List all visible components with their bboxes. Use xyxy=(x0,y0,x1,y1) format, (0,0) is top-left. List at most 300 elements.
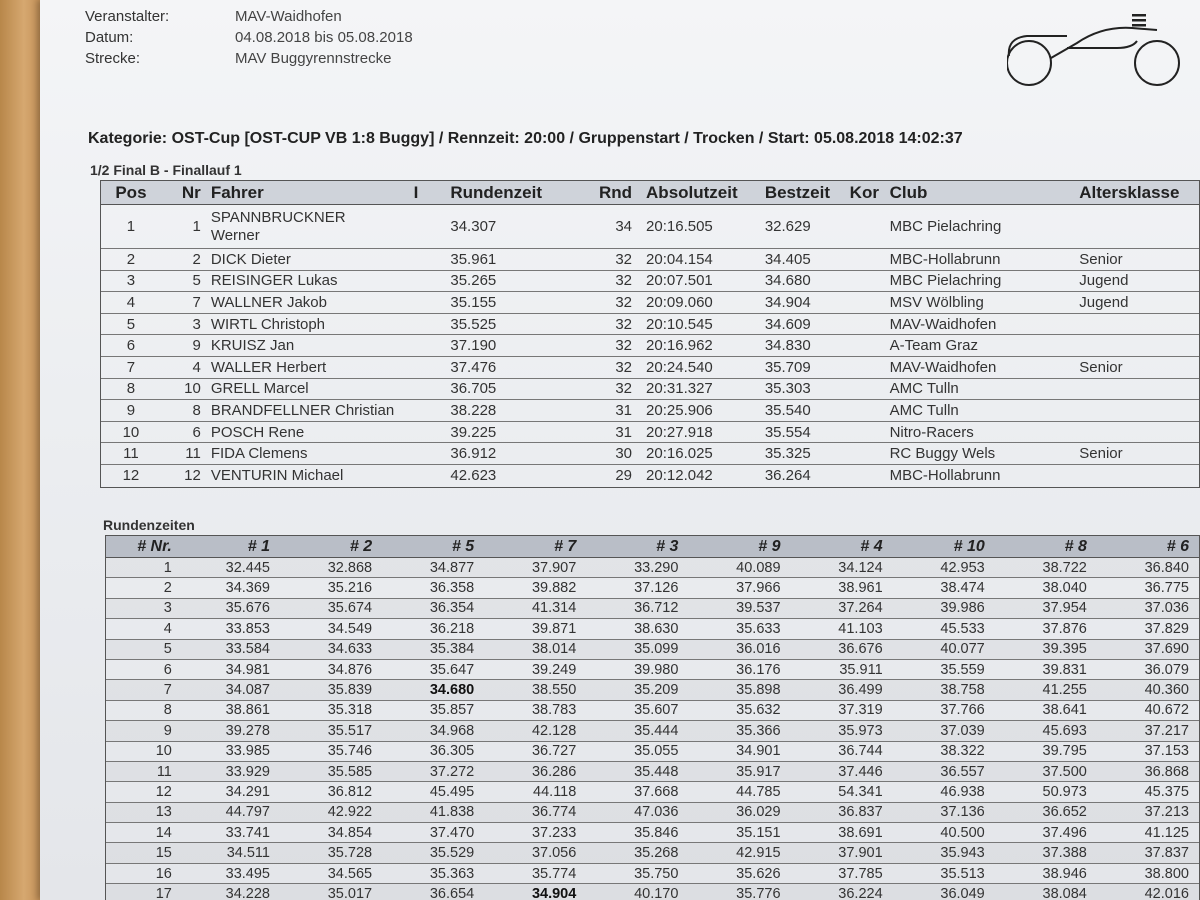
avg-lap-time: 35.155 xyxy=(450,293,497,311)
avg-lap-time: 36.912 xyxy=(450,445,497,463)
lap-time: 36.727 xyxy=(531,743,577,760)
lap-time: 33.853 xyxy=(225,620,270,637)
lap-time: 37.233 xyxy=(531,824,577,841)
car-number: 7 xyxy=(192,293,201,311)
lap-number: 6 xyxy=(163,661,172,678)
lap-number: 9 xyxy=(163,722,172,739)
lap-count: 34 xyxy=(615,218,633,235)
best-time: 34.680 xyxy=(764,272,811,290)
lap-time: 38.861 xyxy=(225,702,270,719)
lap-time: 35.529 xyxy=(429,845,475,862)
lap-time: 35.633 xyxy=(736,620,781,637)
buggy-logo-icon xyxy=(1007,8,1192,90)
driver-name-line2: Werner xyxy=(210,226,260,244)
lap-count: 31 xyxy=(615,423,633,441)
lap-row xyxy=(106,619,1199,639)
age-class: Jugend xyxy=(1079,293,1129,311)
lap-number: 10 xyxy=(155,743,172,760)
club: A-Team Graz xyxy=(889,337,978,355)
lap-time: 36.354 xyxy=(429,600,475,617)
best-time: 35.540 xyxy=(764,401,811,419)
result-row xyxy=(101,443,1199,465)
driver-name: WIRTL Christoph xyxy=(210,315,326,333)
avg-lap-time: 34.307 xyxy=(450,218,497,235)
lap-time: 45.495 xyxy=(429,783,475,800)
heat-title: 1/2 Final B - Finallauf 1 xyxy=(90,162,242,178)
lap-times-body xyxy=(106,558,1199,900)
lap-time: 34.369 xyxy=(225,580,270,597)
lap-time: 35.363 xyxy=(429,865,475,882)
lap-time: 38.961 xyxy=(838,580,883,597)
lap-time: 42.922 xyxy=(327,804,373,821)
club: MBC-Hollabrunn xyxy=(889,467,1001,485)
lap-time: 36.654 xyxy=(429,885,475,900)
lap-header-driver: # 6 xyxy=(1166,537,1189,555)
club: Nitro-Racers xyxy=(889,423,974,441)
lap-time: 38.474 xyxy=(940,580,985,597)
result-row xyxy=(101,292,1199,314)
total-time: 20:16.505 xyxy=(646,218,713,235)
lap-count: 32 xyxy=(615,337,633,355)
results-header xyxy=(101,181,1199,205)
club: RC Buggy Wels xyxy=(889,445,996,463)
lap-time: 42.915 xyxy=(736,845,781,862)
lap-time: 38.800 xyxy=(1144,865,1189,882)
lap-time: 39.831 xyxy=(1042,661,1087,678)
lap-header-driver: # 9 xyxy=(758,537,781,555)
age-class: Senior xyxy=(1079,250,1123,268)
avg-lap-time: 35.525 xyxy=(450,315,497,333)
lap-time: 37.668 xyxy=(634,783,679,800)
lap-row xyxy=(106,660,1199,680)
lap-time: 34.968 xyxy=(429,722,475,739)
avg-lap-time: 42.623 xyxy=(450,467,497,485)
lap-time: 36.840 xyxy=(1144,559,1189,576)
event-meta xyxy=(85,6,413,69)
result-row xyxy=(101,314,1199,336)
lap-time: 35.448 xyxy=(634,763,679,780)
best-time: 34.830 xyxy=(764,337,811,355)
lap-time: 36.774 xyxy=(531,804,577,821)
lap-header-driver: # 2 xyxy=(349,537,373,555)
lap-time: 34.511 xyxy=(226,845,270,862)
lap-time: 35.607 xyxy=(634,702,679,719)
lap-number: 7 xyxy=(163,682,172,699)
lap-time: 35.209 xyxy=(634,682,679,699)
position: 12 xyxy=(122,467,140,485)
lap-time: 35.846 xyxy=(634,824,679,841)
header-pos: Pos xyxy=(115,182,147,202)
lap-header-number: # Nr. xyxy=(137,537,172,555)
lap-time: 37.785 xyxy=(838,865,883,882)
avg-lap-time: 38.228 xyxy=(450,401,497,419)
lap-row xyxy=(106,640,1199,660)
lap-time: 37.136 xyxy=(940,804,985,821)
results-table xyxy=(100,180,1200,488)
meta-value: 04.08.2018 bis 05.08.2018 xyxy=(235,29,413,46)
lap-time: 37.319 xyxy=(838,702,883,719)
header-kor: Kor xyxy=(849,182,879,202)
result-row xyxy=(101,335,1199,357)
age-class: Jugend xyxy=(1079,272,1129,290)
lap-time: 35.750 xyxy=(634,865,679,882)
lap-number: 17 xyxy=(155,885,172,900)
lap-time: 37.039 xyxy=(940,722,985,739)
lap-number: 8 xyxy=(163,702,172,719)
club: MAV-Waidhofen xyxy=(889,315,997,333)
lap-time: 38.630 xyxy=(634,620,679,637)
driver-name-line1: SPANNBRUCKNER xyxy=(210,208,346,226)
lap-time: 34.549 xyxy=(327,620,373,637)
lap-time: 35.444 xyxy=(634,722,679,739)
lap-time: 39.795 xyxy=(1042,743,1087,760)
lap-time: 39.395 xyxy=(1042,641,1087,658)
lap-time: 37.966 xyxy=(736,580,781,597)
lap-header-driver: # 7 xyxy=(554,537,577,555)
total-time: 20:16.962 xyxy=(646,337,713,355)
lap-time: 35.911 xyxy=(839,661,883,678)
club: MSV Wölbling xyxy=(889,293,984,311)
club: MAV-Waidhofen xyxy=(889,358,997,376)
best-time: 32.629 xyxy=(764,218,811,235)
lap-time: 36.712 xyxy=(634,600,679,617)
driver-name: WALLNER Jakob xyxy=(210,293,327,311)
lap-time: 37.837 xyxy=(1144,845,1189,862)
best-time: 35.303 xyxy=(764,380,811,398)
lap-time: 36.029 xyxy=(736,804,781,821)
header-separator: I xyxy=(413,182,419,202)
lap-time: 44.118 xyxy=(533,783,577,800)
lap-time: 32.868 xyxy=(327,559,373,576)
lap-time: 42.016 xyxy=(1144,885,1189,900)
lap-count: 32 xyxy=(615,315,633,333)
lap-time: 34.981 xyxy=(225,661,270,678)
lap-time: 40.500 xyxy=(940,824,985,841)
wooden-frame xyxy=(0,0,40,900)
lap-time: 34.876 xyxy=(327,661,373,678)
lap-time: 50.973 xyxy=(1042,783,1087,800)
lap-time: 39.871 xyxy=(531,620,577,637)
lap-time: 45.375 xyxy=(1144,783,1189,800)
car-number: 5 xyxy=(192,272,201,290)
lap-time: 36.868 xyxy=(1144,763,1189,780)
driver-name: POSCH Rene xyxy=(210,423,305,441)
lap-time: 37.954 xyxy=(1042,600,1087,617)
lap-time: 36.224 xyxy=(838,885,883,900)
driver-name: DICK Dieter xyxy=(210,250,291,268)
lap-time: 47.036 xyxy=(634,804,679,821)
result-row xyxy=(101,271,1199,293)
lap-time: 35.746 xyxy=(327,743,373,760)
car-number: 10 xyxy=(184,380,201,398)
lap-time: 34.228 xyxy=(225,885,270,900)
lap-time: 37.217 xyxy=(1144,722,1189,739)
position: 5 xyxy=(126,315,136,333)
lap-time: 35.674 xyxy=(327,600,373,617)
club: AMC Tulln xyxy=(889,380,959,398)
result-row xyxy=(101,205,1199,249)
lap-time: 35.318 xyxy=(327,702,373,719)
lap-time: 35.517 xyxy=(327,722,373,739)
lap-time: 38.014 xyxy=(531,641,577,658)
lap-time: 35.728 xyxy=(327,845,373,862)
lap-time: 34.124 xyxy=(838,559,883,576)
meta-value: MAV-Waidhofen xyxy=(235,8,342,25)
lap-time: 37.213 xyxy=(1144,804,1189,821)
lap-count: 32 xyxy=(615,250,633,268)
driver-name: GRELL Marcel xyxy=(210,380,309,398)
best-time: 34.609 xyxy=(764,315,811,333)
total-time: 20:27.918 xyxy=(646,423,713,441)
avg-lap-time: 35.265 xyxy=(450,272,497,290)
lap-time: 36.676 xyxy=(838,641,883,658)
lap-time: 41.103 xyxy=(838,620,883,637)
lap-time: 38.758 xyxy=(940,682,985,699)
lap-row xyxy=(106,884,1199,900)
meta-row-date xyxy=(85,27,413,48)
lap-time: 35.898 xyxy=(736,682,781,699)
results-body xyxy=(101,205,1199,487)
lap-time: 38.641 xyxy=(1042,702,1087,719)
lap-count: 29 xyxy=(615,467,633,485)
lap-number: 1 xyxy=(163,559,172,576)
lap-time: 35.268 xyxy=(634,845,679,862)
lap-time: 46.938 xyxy=(940,783,985,800)
result-row xyxy=(101,465,1199,487)
lap-time: 36.218 xyxy=(429,620,475,637)
lap-row xyxy=(106,599,1199,619)
lap-time: 35.857 xyxy=(429,702,475,719)
meta-row-track xyxy=(85,48,413,69)
lap-time: 37.901 xyxy=(838,845,883,862)
total-time: 20:25.906 xyxy=(646,401,713,419)
lap-time: 39.986 xyxy=(940,600,985,617)
position: 7 xyxy=(126,358,136,376)
lap-time: 36.775 xyxy=(1144,580,1189,597)
lap-time: 33.929 xyxy=(225,763,270,780)
car-number: 11 xyxy=(185,445,201,463)
best-time: 35.554 xyxy=(764,423,811,441)
lap-count: 32 xyxy=(615,272,633,290)
best-time: 34.904 xyxy=(764,293,811,311)
lap-row xyxy=(106,558,1199,578)
lap-time: 36.358 xyxy=(429,580,475,597)
position: 9 xyxy=(126,401,136,419)
lap-time: 35.216 xyxy=(327,580,373,597)
lap-time: 35.774 xyxy=(531,865,577,882)
lap-number: 11 xyxy=(156,763,172,780)
lap-time: 45.693 xyxy=(1042,722,1087,739)
lap-time: 36.176 xyxy=(736,661,781,678)
lap-number: 14 xyxy=(155,824,172,841)
lap-time: 37.766 xyxy=(940,702,985,719)
lap-times-header xyxy=(106,536,1199,558)
lap-count: 31 xyxy=(615,401,633,419)
avg-lap-time: 37.476 xyxy=(450,358,497,376)
position: 11 xyxy=(123,445,139,463)
best-time: 35.709 xyxy=(764,358,811,376)
avg-lap-time: 37.190 xyxy=(450,337,497,355)
lap-row xyxy=(106,578,1199,598)
lap-time: 39.278 xyxy=(225,722,270,739)
lap-time: 37.272 xyxy=(429,763,475,780)
age-class: Senior xyxy=(1079,445,1123,463)
meta-label: Veranstalter: xyxy=(85,8,170,25)
lap-row xyxy=(106,864,1199,884)
lap-time: 40.089 xyxy=(736,559,781,576)
position: 8 xyxy=(126,380,136,398)
lap-time: 38.783 xyxy=(531,702,577,719)
club: MBC Pielachring xyxy=(889,218,1002,235)
lap-time: 33.985 xyxy=(225,743,270,760)
lap-time: 36.016 xyxy=(736,641,781,658)
lap-time: 36.049 xyxy=(940,885,985,900)
lap-time: 37.876 xyxy=(1042,620,1087,637)
lap-time: 37.388 xyxy=(1042,845,1087,862)
result-row xyxy=(101,379,1199,401)
lap-time: 38.550 xyxy=(531,682,577,699)
car-number: 12 xyxy=(184,467,201,485)
lap-time: 37.126 xyxy=(634,580,679,597)
results-sheet xyxy=(40,0,1200,900)
lap-time: 35.839 xyxy=(327,682,373,699)
car-number: 1 xyxy=(192,218,201,235)
meta-label: Datum: xyxy=(85,29,134,46)
lap-time: 36.744 xyxy=(838,743,883,760)
avg-lap-time: 36.705 xyxy=(450,380,497,398)
lap-time: 39.980 xyxy=(634,661,679,678)
header-nr: Nr xyxy=(181,182,201,202)
lap-time: 35.585 xyxy=(327,763,373,780)
total-time: 20:31.327 xyxy=(646,380,713,398)
lap-time: 44.797 xyxy=(225,804,270,821)
lap-time: 37.264 xyxy=(838,600,883,617)
lap-row xyxy=(106,782,1199,802)
lap-time: 40.672 xyxy=(1144,702,1189,719)
lap-count: 30 xyxy=(615,445,633,463)
lap-time: 33.290 xyxy=(634,559,679,576)
car-number: 9 xyxy=(192,337,201,355)
lap-time: 34.291 xyxy=(225,783,270,800)
driver-name: VENTURIN Michael xyxy=(210,467,344,485)
lap-header-driver: # 8 xyxy=(1064,537,1087,555)
lap-time: 35.559 xyxy=(940,661,985,678)
lap-number: 13 xyxy=(155,804,172,821)
lap-header-driver: # 5 xyxy=(451,537,475,555)
lap-number: 3 xyxy=(163,600,172,617)
position: 2 xyxy=(126,250,136,268)
lap-time: 35.676 xyxy=(225,600,270,617)
lap-number: 16 xyxy=(155,865,172,882)
lap-time: 39.882 xyxy=(531,580,577,597)
lap-count: 32 xyxy=(615,293,633,311)
lap-time: 41.125 xyxy=(1144,824,1189,841)
header-fahrer-label: Fahrer xyxy=(210,182,264,202)
lap-time: 37.446 xyxy=(838,763,883,780)
lap-number: 4 xyxy=(163,620,172,637)
lap-row xyxy=(106,701,1199,721)
lap-time: 34.087 xyxy=(225,682,270,699)
lap-time: 36.652 xyxy=(1042,804,1087,821)
lap-time: 36.286 xyxy=(531,763,577,780)
lap-time: 33.495 xyxy=(225,865,270,882)
total-time: 20:09.060 xyxy=(646,293,713,311)
lap-time: 35.384 xyxy=(429,641,475,658)
meta-row-organizer xyxy=(85,6,413,27)
header-bestzeit: Bestzeit xyxy=(764,182,831,202)
driver-name xyxy=(201,209,441,245)
lap-time: 37.500 xyxy=(1042,763,1087,780)
lap-number: 12 xyxy=(155,783,172,800)
lap-time: 42.128 xyxy=(531,722,577,739)
lap-time: 41.255 xyxy=(1042,682,1087,699)
lap-time: 38.322 xyxy=(940,743,985,760)
driver-name: REISINGER Lukas xyxy=(210,272,338,290)
lap-time: 38.946 xyxy=(1042,865,1087,882)
lap-time: 37.907 xyxy=(531,559,577,576)
lap-time: 39.537 xyxy=(736,600,781,617)
age-class: Senior xyxy=(1079,358,1123,376)
lap-time: 35.099 xyxy=(634,641,679,658)
lap-time: 35.917 xyxy=(736,763,781,780)
lap-time: 54.341 xyxy=(838,783,883,800)
position: 1 xyxy=(126,218,136,235)
header-rundenzeit: Rundenzeit xyxy=(450,182,542,202)
lap-time: 35.626 xyxy=(736,865,781,882)
lap-time: 35.943 xyxy=(940,845,985,862)
club: AMC Tulln xyxy=(889,401,959,419)
lap-time: 35.647 xyxy=(429,661,475,678)
lap-row xyxy=(106,762,1199,782)
lap-time: 33.584 xyxy=(225,641,270,658)
lap-time: 35.776 xyxy=(736,885,781,900)
lap-time: 35.055 xyxy=(634,743,679,760)
lap-time: 35.513 xyxy=(940,865,985,882)
lap-number: 5 xyxy=(163,641,172,658)
lap-time: 35.973 xyxy=(838,722,883,739)
lap-header-driver: # 3 xyxy=(656,537,679,555)
best-time: 35.325 xyxy=(764,445,811,463)
total-time: 20:16.025 xyxy=(646,445,713,463)
lap-number: 15 xyxy=(155,845,172,862)
avg-lap-time: 35.961 xyxy=(450,250,497,268)
car-number: 4 xyxy=(192,358,201,376)
lap-time: 36.837 xyxy=(838,804,883,821)
lap-times-table xyxy=(105,535,1200,900)
category-line: Kategorie: OST-Cup [OST-CUP VB 1:8 Buggy] / Rennzeit: 20:00 / Gruppenstart / Trocken / Start: 05.08.2018 14:02:37 xyxy=(88,130,963,147)
lap-header-driver: # 1 xyxy=(247,537,270,555)
lap-time: 38.722 xyxy=(1042,559,1087,576)
total-time: 20:24.540 xyxy=(646,358,713,376)
lap-time: 34.877 xyxy=(429,559,475,576)
lap-time: 40.170 xyxy=(634,885,679,900)
lap-row xyxy=(106,843,1199,863)
total-time: 20:12.042 xyxy=(646,467,713,485)
driver-name: FIDA Clemens xyxy=(210,445,308,463)
lap-times-title: Rundenzeiten xyxy=(103,517,195,533)
lap-time: 34.904 xyxy=(531,885,577,900)
lap-time: 37.829 xyxy=(1144,620,1189,637)
club: MBC Pielachring xyxy=(889,272,1002,290)
lap-time: 37.036 xyxy=(1144,600,1189,617)
position: 3 xyxy=(126,272,136,290)
driver-name: KRUISZ Jan xyxy=(210,337,295,355)
lap-row xyxy=(106,721,1199,741)
driver-name: WALLER Herbert xyxy=(210,358,327,376)
lap-time: 36.499 xyxy=(838,682,883,699)
lap-time: 44.785 xyxy=(736,783,781,800)
lap-time: 40.360 xyxy=(1144,682,1189,699)
